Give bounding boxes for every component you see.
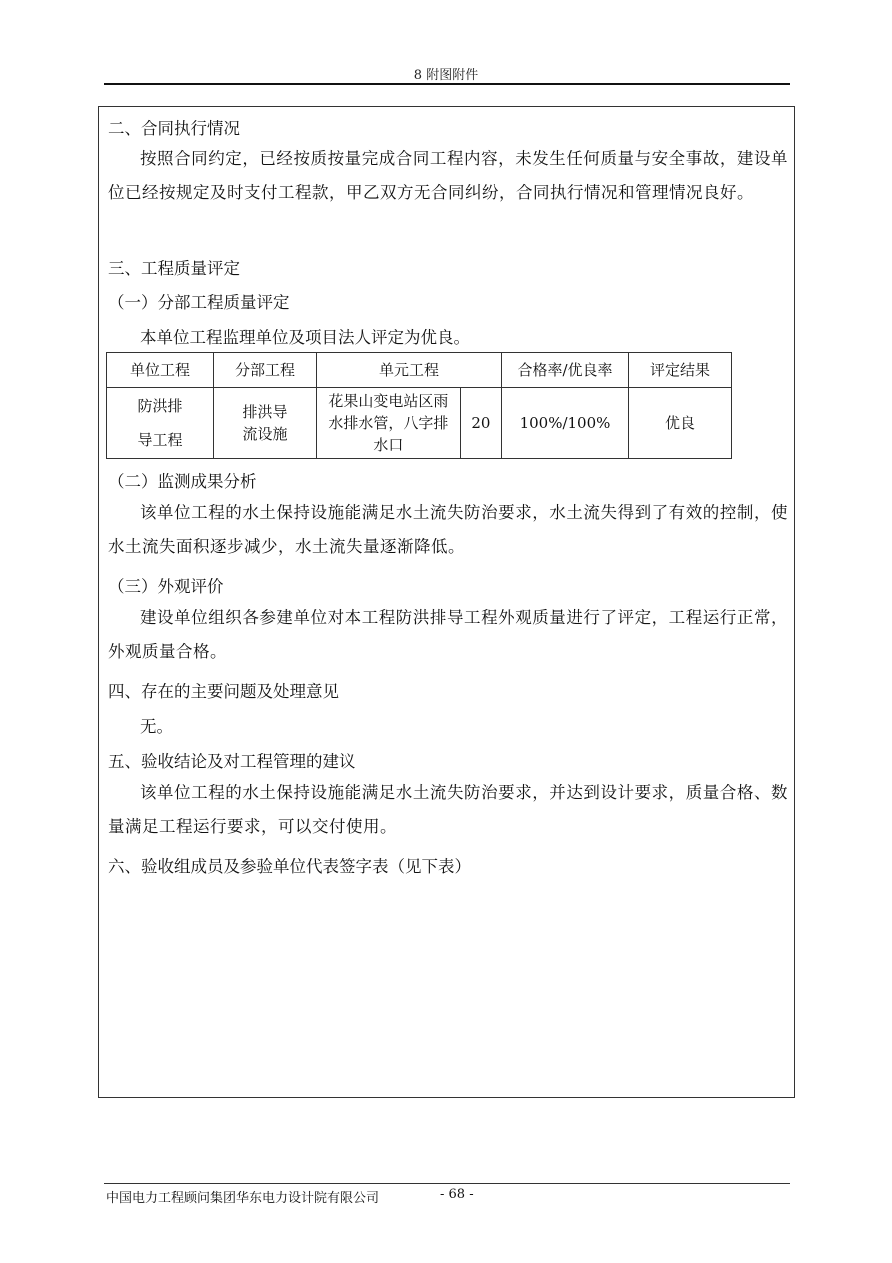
header-result: 评定结果 <box>629 353 732 388</box>
section-3-1-body: 本单位工程监理单位及项目法人评定为优良。 <box>140 328 470 347</box>
header-title: 8 附图附件 <box>413 68 479 83</box>
section-3-2-body: 该单位工程的水土保持设施能满足水土流失防治要求，水土流失得到了有效的控制，使水土流失面积逐步减少，水土流失量逐渐降低。 <box>108 503 788 556</box>
section-2-title: 二、合同执行情况 <box>108 119 240 138</box>
table-row <box>107 388 732 459</box>
cell-count: 20 <box>460 388 501 459</box>
cell-unit-line1: 防洪排 <box>137 397 183 415</box>
section-3-2-title: （二）监测成果分析 <box>108 472 257 491</box>
section-5-title: 五、验收结论及对工程管理的建议 <box>108 752 356 771</box>
section-5-body: 该单位工程的水土保持设施能满足水土流失防治要求，并达到设计要求，质量合格、数量满足工程运行要求，可以交付使用。 <box>108 783 788 836</box>
section-2-body: 按照合同约定，已经按质按量完成合同工程内容，未发生任何质量与安全事故，建设单位已经按规定及时支付工程款，甲乙双方无合同纠纷，合同执行情况和管理情况良好。 <box>108 149 788 202</box>
header-division: 分部工程 <box>214 353 317 388</box>
cell-element-line2: 水排水管，八字排 <box>328 414 449 432</box>
footer-rule <box>104 1183 790 1184</box>
header-unit: 单位工程 <box>107 353 214 388</box>
section-4-title: 四、存在的主要问题及处理意见 <box>108 682 339 701</box>
cell-division-line1: 排洪导 <box>242 403 288 421</box>
table-header-row <box>107 353 732 388</box>
cell-unit-line2: 导工程 <box>137 431 183 449</box>
cell-rate: 100%/100% <box>502 388 629 459</box>
cell-result: 优良 <box>629 388 732 459</box>
section-3-1-title: （一）分部工程质量评定 <box>108 293 290 312</box>
header-rate: 合格率/优良率 <box>502 353 629 388</box>
footer-company: 中国电力工程顾问集团华东电力设计院有限公司 <box>106 1191 380 1206</box>
quality-table <box>106 352 732 459</box>
cell-division <box>214 388 317 459</box>
cell-unit <box>107 388 214 459</box>
cell-element-line1: 花果山变电站区雨 <box>328 392 449 410</box>
cell-element-line3: 水口 <box>373 436 404 454</box>
section-3-3-body: 建设单位组织各参建单位对本工程防洪排导工程外观质量进行了评定，工程运行正常，外观质量合格。 <box>108 608 788 661</box>
footer-page-number: - 68 - <box>440 1187 474 1202</box>
cell-element <box>317 388 461 459</box>
header-rule <box>104 83 790 85</box>
cell-division-line2: 流设施 <box>242 425 288 443</box>
section-3-3-title: （三）外观评价 <box>108 577 224 596</box>
header-element: 单元工程 <box>317 353 502 388</box>
section-4-body: 无。 <box>140 717 173 736</box>
section-3-title: 三、工程质量评定 <box>108 259 240 278</box>
section-6-title: 六、验收组成员及参验单位代表签字表（见下表） <box>108 857 471 876</box>
